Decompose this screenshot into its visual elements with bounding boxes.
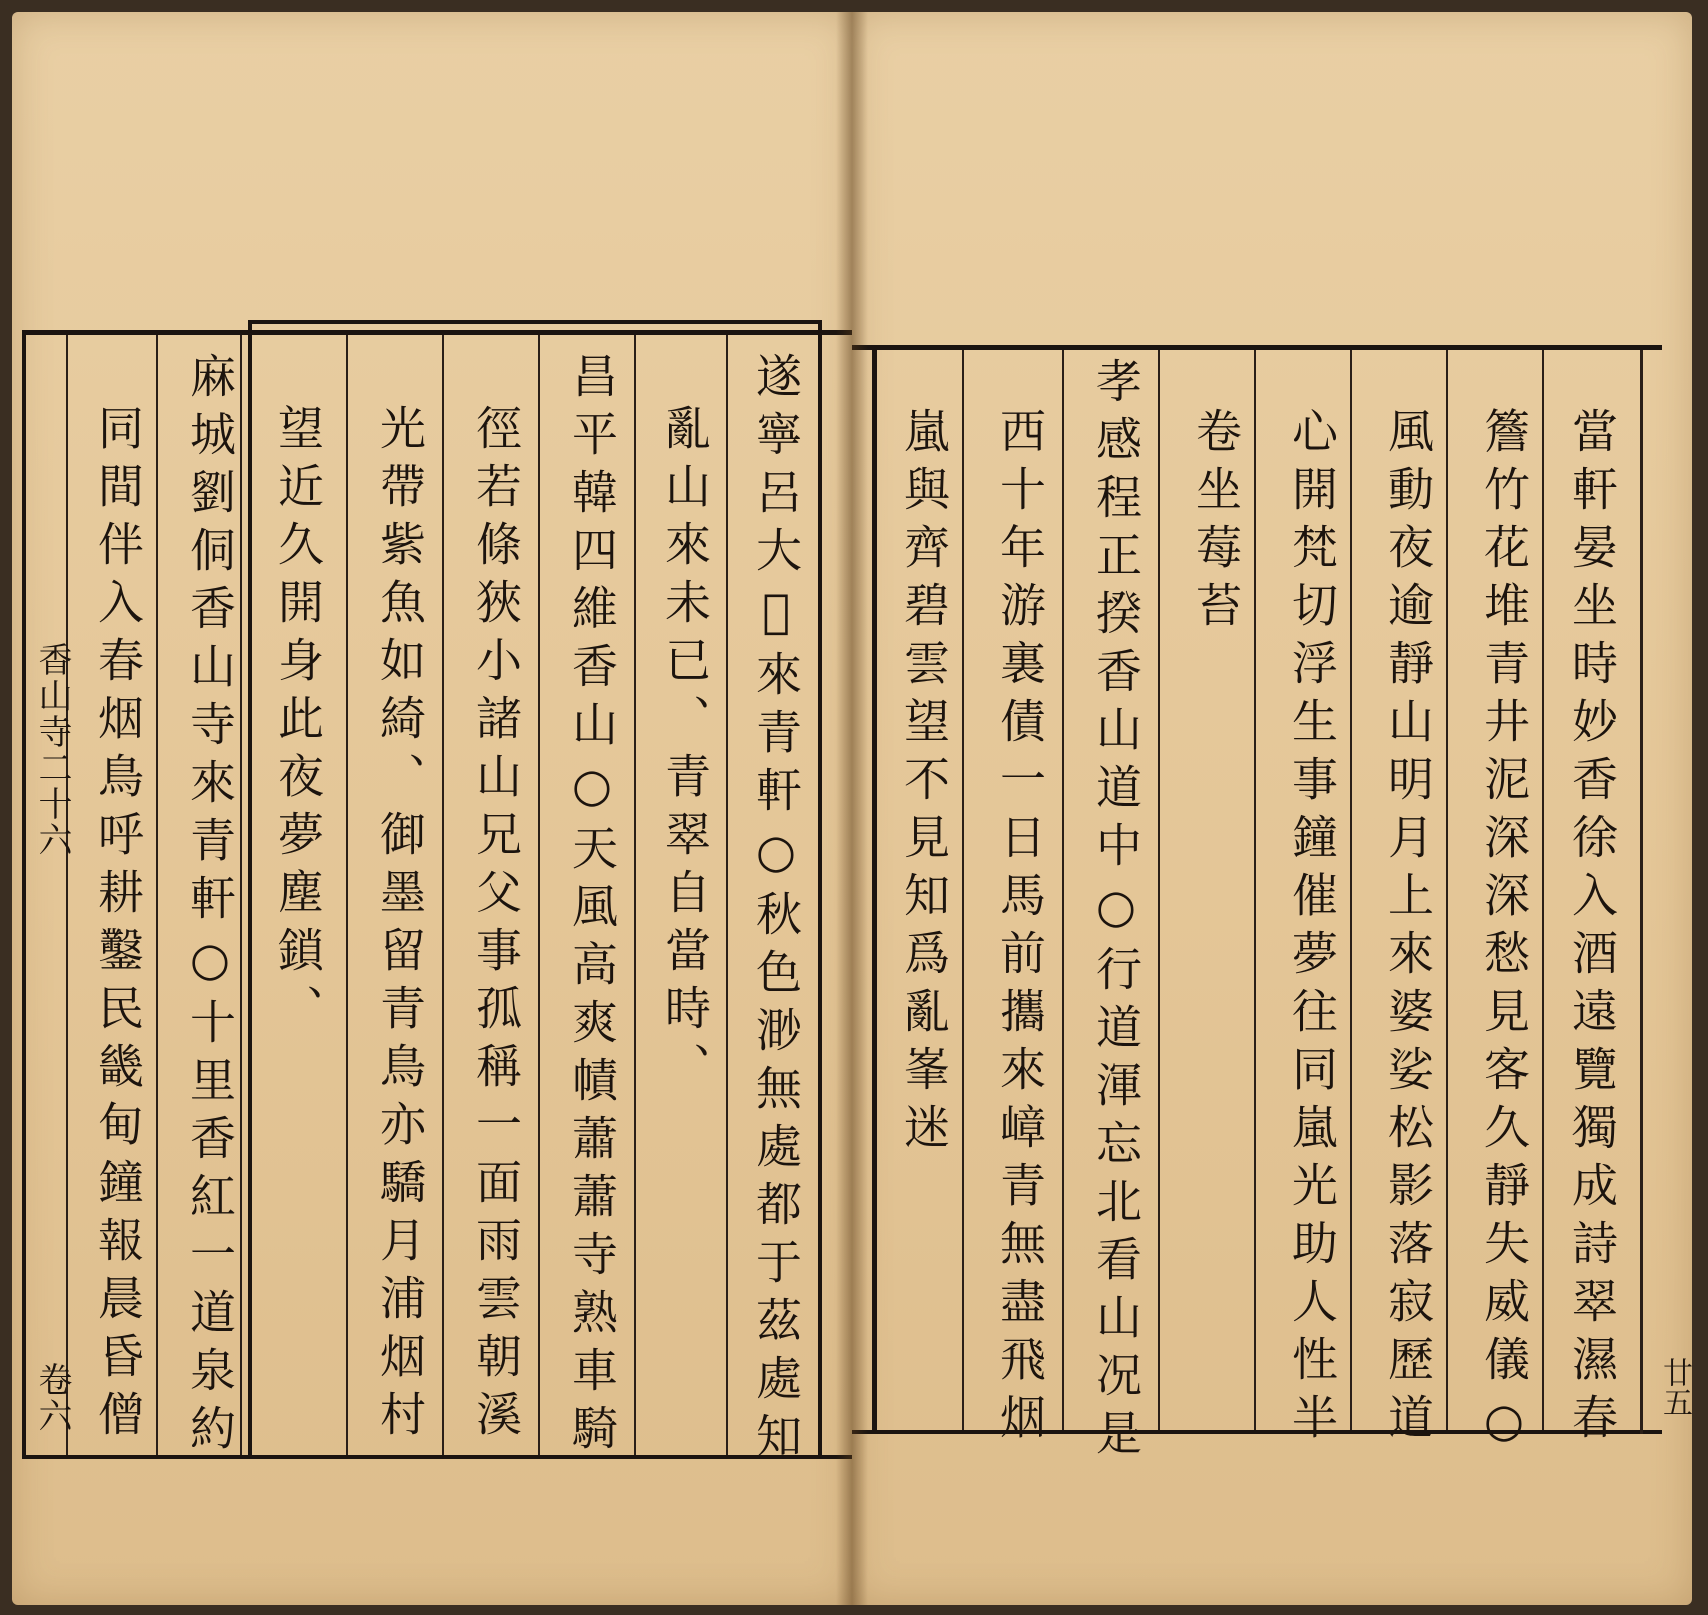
left-col-rule (346, 335, 348, 1455)
left-page (12, 12, 852, 1605)
text-column: 嵐與齊碧雲望不見知爲亂峯迷 (897, 407, 951, 1161)
right-col-rule (1542, 350, 1544, 1430)
left-col-rule (442, 335, 444, 1455)
left-col-rule (634, 335, 636, 1455)
right-col-rule (1446, 350, 1448, 1430)
text-column: 昌平韓四維香山○天風高爽幘蕭蕭寺熟車騎 (565, 352, 619, 1462)
right-margin-rule (1640, 350, 1643, 1434)
text-column: 簷竹花堆青井泥深深愁見客久靜失威儀○ (1477, 407, 1531, 1459)
left-col-rule (726, 335, 728, 1455)
right-col-rule (962, 350, 964, 1430)
text-column: 卷坐莓苔 (1189, 407, 1243, 639)
left-col-rule (66, 335, 68, 1455)
text-column: 光帶紫魚如綺、御墨留青鳥亦驕月浦烟村 (373, 404, 427, 1448)
text-column: 徑若條狹小諸山兄父事孤稱一面雨雲朝溪 (469, 404, 523, 1448)
left-col-rule (156, 335, 158, 1455)
text-column: 風動夜逾靜山明月上來婆娑松影落寂歷道 (1381, 407, 1435, 1451)
volume-label: 卷六 (32, 1362, 72, 1434)
text-column: 麻城劉侗香山寺來青軒○十里香紅一道泉約 (183, 352, 237, 1462)
fold-title: 香山寺二十六 (32, 642, 72, 858)
right-page (852, 12, 1692, 1605)
right-outer-edge (872, 350, 877, 1434)
text-column: 孝感程正揆香山道中○行道渾忘北看山况是 (1089, 357, 1143, 1467)
right-bottom-border (852, 1430, 1662, 1434)
book-gutter (836, 12, 868, 1605)
right-top-border (852, 345, 1662, 350)
left-outer-edge (22, 330, 26, 1459)
text-column: 亂山來未已、青翠自當時、 (658, 404, 712, 1100)
text-column: 同間伴入春烟鳥呼耕鑿民畿甸鐘報晨昏僧 (91, 404, 145, 1448)
right-col-rule (1254, 350, 1256, 1430)
right-col-rule (1062, 350, 1064, 1430)
text-column: 心開梵切浮生事鐘催夢往同嵐光助人性半 (1285, 407, 1339, 1451)
right-col-rule (1350, 350, 1352, 1430)
page-number: 廿五 (1657, 1357, 1692, 1417)
text-column: 望近久開身此夜夢塵鎖、 (271, 404, 325, 1042)
left-col-rule (240, 335, 242, 1455)
text-column: 遂寧呂大𭃃來青軒○秋色渺無處都于茲處知 (749, 352, 803, 1470)
right-col-rule (1158, 350, 1160, 1430)
left-inner-box (248, 320, 822, 1459)
text-column: 西十年游裏債一日馬前攜來嶂青無盡飛烟 (993, 407, 1047, 1451)
text-column: 當軒晏坐時妙香徐入酒遠覽獨成詩翠濕春 (1565, 407, 1619, 1451)
left-col-rule (538, 335, 540, 1455)
